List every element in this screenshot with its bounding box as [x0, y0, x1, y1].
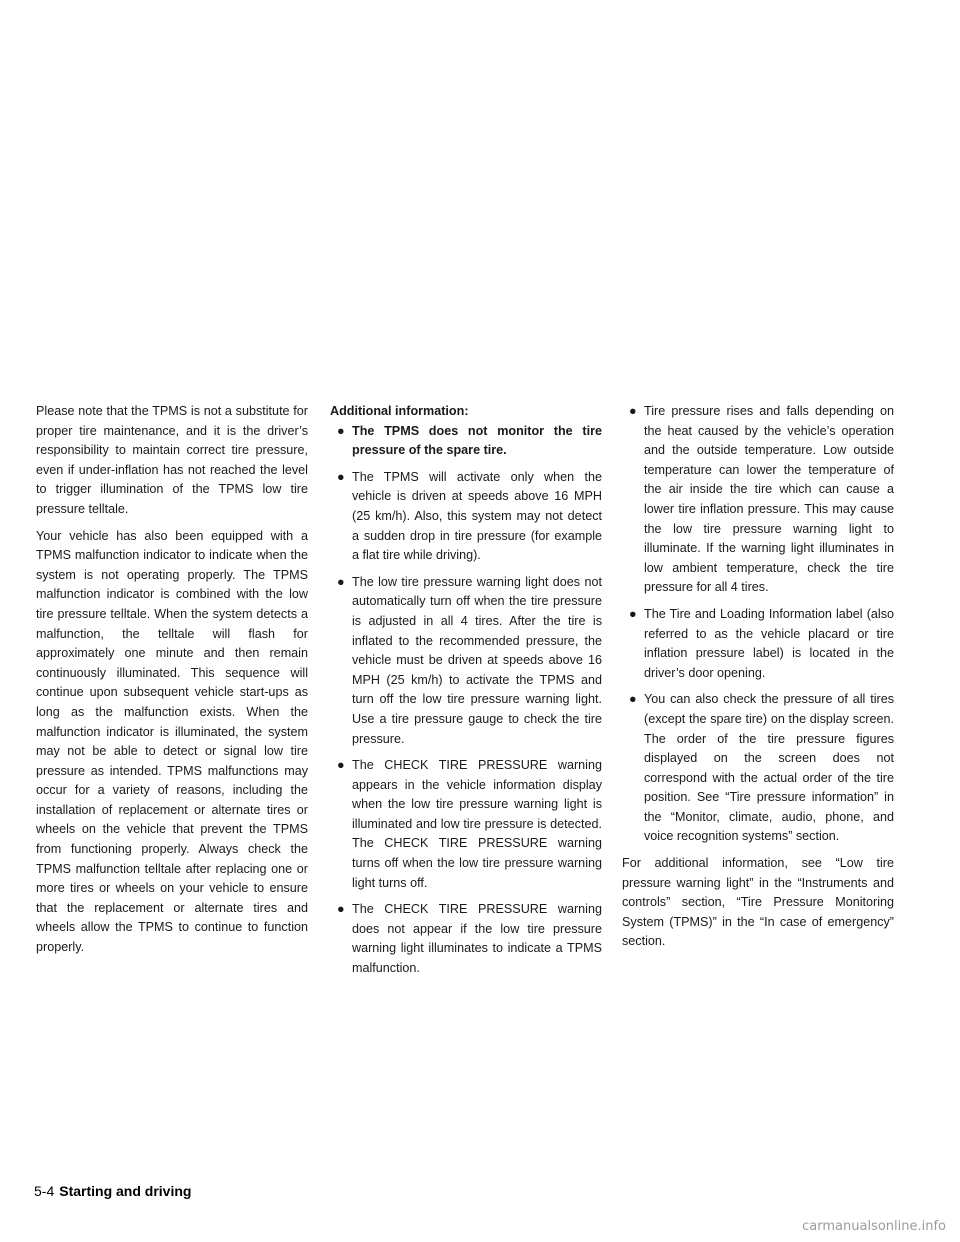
- bullet-icon: ●: [629, 692, 637, 707]
- list-item: [330, 756, 602, 893]
- list-item: [330, 900, 602, 978]
- list-item: [622, 690, 894, 847]
- bullet-icon: ●: [337, 574, 345, 589]
- bullet-icon: ●: [629, 404, 637, 418]
- paragraph: For additional information, see “Low tire pressure warning light” in the “Instruments and controls” section, “Tire Pressure Monitoring System (TPMS)” in the “In case of emergency” section.: [622, 856, 894, 949]
- list-item-text: The low tire pressure warning light does not automatically turn off when the tire pressure is adjusted in all 4 tires. After the tire is inflated to the recommended pressure, the vehicle must be driven at speeds above 16 MPH (25 km/h) to activate the TPMS and turn off the low tire pressure warning light. Use a tire pressure gauge to check the tire pressure.: [352, 574, 602, 746]
- bullet-list: [330, 422, 602, 979]
- list-item-text: The TPMS does not monitor the tire pressure of the spare tire.: [352, 423, 602, 458]
- list-item-text: The CHECK TIRE PRESSURE warning does not appear if the low tire pressure warning light illuminates to indicate a TPMS malfunction.: [352, 902, 602, 976]
- bullet-icon: ●: [629, 606, 637, 621]
- page-number: 5-4: [34, 1183, 55, 1199]
- right-column: [622, 402, 894, 959]
- list-item-text: Tire pressure rises and falls depending on the heat caused by the vehicle’s operation and the outside temperature. Low outside temperature can lower the temperature of the air inside the tire which can cause a lower tire inflation pressure. This may cause the low tire pressure warning light to illuminate. If the warning light illuminates in low ambient temperature, check the tire pressure for all 4 tires.: [644, 404, 894, 595]
- list-item: [622, 402, 894, 598]
- left-column: [36, 402, 308, 965]
- list-item-text: You can also check the pressure of all tires (except the spare tire) on the display screen. The order of the tire pressure figures displayed on the screen does not correspond with the actual order of the tire position. See “Tire pressure information” in the “Monitor, climate, audio, phone, and voice recognition systems” section.: [644, 692, 894, 844]
- section-title: Starting and driving: [59, 1183, 192, 1199]
- paragraph: Your vehicle has also been equipped with a TPMS malfunction indicator to indicate when the system is not operating properly. The TPMS malfunction indicator is combined with the low tire pressure telltale. When the system detects a malfunction, the telltale will flash for approximately one minute and then remain continuously illuminated. This sequence will continue upon subsequent vehicle start-ups as long as the malfunction exists. When the malfunction indicator is illuminated, the system may not be able to detect or signal low tire pressure as intended. TPMS malfunctions may occur for a variety of reasons, including the installation of replacement or alternate tires or wheels on the vehicle that prevent the TPMS from functioning properly. Always check the TPMS malfunction telltale after replacing one or more tires or wheels on your vehicle to ensure that the replacement or alternate tires and wheels allow the TPMS to continue to function properly.: [36, 528, 308, 955]
- list-item: [330, 573, 602, 749]
- list-item: [330, 422, 602, 461]
- section-heading: Additional information:: [330, 404, 469, 418]
- bullet-icon: ●: [337, 469, 345, 484]
- paragraph: Please note that the TPMS is not a substitute for proper tire maintenance, and it is the driver’s responsibility to maintain correct tire pressure, even if under-inflation has not reached the level to trigger illumination of the TPMS low tire pressure telltale.: [36, 404, 308, 516]
- bullet-icon: ●: [337, 423, 345, 438]
- list-item-text: The Tire and Loading Information label (also referred to as the vehicle placard or tire inflation pressure label) is located in the driver’s door opening.: [644, 606, 894, 680]
- list-item: [622, 605, 894, 683]
- bullet-list: [622, 402, 894, 847]
- middle-column: [330, 402, 602, 986]
- list-item: [330, 468, 602, 566]
- page-footer: [34, 1183, 191, 1199]
- list-item-text: The TPMS will activate only when the vehicle is driven at speeds above 16 MPH (25 km/h). Also, this system may not detect a sudden drop in tire pressure (for example a flat tire while driving).: [352, 469, 602, 563]
- bullet-icon: ●: [337, 902, 345, 917]
- watermark: carmanualsonline.info: [802, 1219, 946, 1234]
- bullet-icon: ●: [337, 758, 345, 773]
- list-item-text: The CHECK TIRE PRESSURE warning appears in the vehicle information display when the low tire pressure warning light is illuminated and low tire pressure is detected. The CHECK TIRE PRESSURE warning turns off when the low tire pressure warning light turns off.: [352, 758, 602, 890]
